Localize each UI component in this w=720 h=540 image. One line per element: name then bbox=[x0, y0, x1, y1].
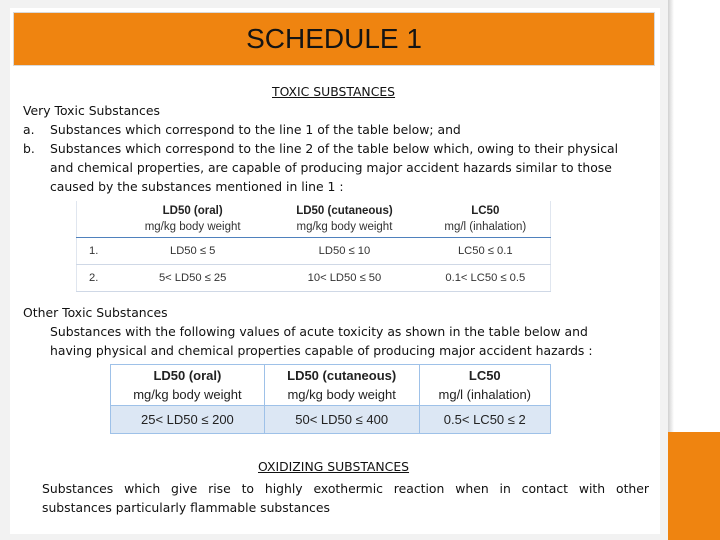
table-cell: LD50 ≤ 10 bbox=[268, 238, 420, 265]
list-marker-b: b. bbox=[23, 141, 35, 156]
row-number: 1. bbox=[77, 238, 118, 265]
list-marker-a: a. bbox=[23, 122, 35, 137]
table-cell: LD50 ≤ 5 bbox=[117, 238, 268, 265]
toxicity-table-other-toxic bbox=[110, 364, 551, 434]
item-a-text: Substances which correspond to the line 1 of the table below; and bbox=[50, 122, 461, 137]
header-unit: mg/l (inhalation) bbox=[438, 387, 532, 402]
table-header-row bbox=[77, 201, 551, 238]
accent-block bbox=[668, 432, 720, 540]
header-unit: mg/kg body weight bbox=[287, 387, 396, 402]
item-b-line: and chemical properties, are capable of producing major accident hazards similar to those bbox=[50, 160, 612, 175]
very-toxic-heading: Very Toxic Substances bbox=[23, 103, 160, 118]
table-cell: LC50 ≤ 0.1 bbox=[421, 238, 551, 265]
other-toxic-heading: Other Toxic Substances bbox=[23, 305, 168, 320]
oxidizing-text bbox=[42, 479, 649, 517]
table-row bbox=[77, 238, 551, 265]
toxic-substances-heading: TOXIC SUBSTANCES bbox=[272, 84, 396, 99]
header-unit: mg/kg body weight bbox=[144, 221, 241, 233]
slide-title: SCHEDULE 1 bbox=[246, 23, 422, 54]
header-title: LD50 (oral) bbox=[153, 368, 222, 383]
table-header-row bbox=[111, 365, 551, 406]
item-b-line: Substances which correspond to the line 2 of the table below which, owing to their physical bbox=[50, 141, 619, 156]
header-cell-inhalation bbox=[421, 201, 551, 238]
oxidizing-line: Substances which give rise to highly exothermic reaction when in contact with other bbox=[42, 481, 649, 496]
item-b-text bbox=[50, 139, 618, 196]
item-b-line: caused by the substances mentioned in line 1 : bbox=[50, 179, 344, 194]
oxidizing-line: substances particularly flammable substances bbox=[42, 500, 330, 515]
row-number: 2. bbox=[77, 265, 118, 292]
header-cell-inhalation bbox=[419, 365, 550, 406]
header-cell-oral bbox=[117, 201, 268, 238]
header-title: LD50 (cutaneous) bbox=[287, 368, 397, 383]
header-cell-cutaneous bbox=[264, 365, 419, 406]
table-cell: 5< LD50 ≤ 25 bbox=[117, 265, 268, 292]
table-row bbox=[77, 265, 551, 292]
table-cell: 0.1< LC50 ≤ 0.5 bbox=[421, 265, 551, 292]
header-cell-oral bbox=[111, 365, 265, 406]
header-cell-cutaneous bbox=[268, 201, 420, 238]
table-cell: 10< LD50 ≤ 50 bbox=[268, 265, 420, 292]
title-bar bbox=[13, 12, 655, 66]
other-toxic-text bbox=[50, 322, 593, 360]
header-unit: mg/l (inhalation) bbox=[444, 221, 527, 233]
other-toxic-line: having physical and chemical properties capable of producing major accident hazards : bbox=[50, 343, 593, 358]
header-title: LD50 (oral) bbox=[162, 205, 223, 217]
table-cell: 0.5< LC50 ≤ 2 bbox=[419, 406, 550, 434]
header-blank-cell bbox=[77, 201, 118, 238]
toxicity-table-very-toxic bbox=[76, 201, 551, 292]
header-title: LC50 bbox=[468, 368, 501, 383]
other-toxic-line: Substances with the following values of acute toxicity as shown in the table below and bbox=[50, 324, 588, 339]
table-row bbox=[111, 406, 551, 434]
oxidizing-substances-heading: OXIDIZING SUBSTANCES bbox=[258, 459, 410, 474]
table-cell: 50< LD50 ≤ 400 bbox=[264, 406, 419, 434]
header-unit: mg/kg body weight bbox=[296, 221, 393, 233]
header-unit: mg/kg body weight bbox=[133, 387, 242, 402]
table-cell: 25< LD50 ≤ 200 bbox=[111, 406, 265, 434]
header-title: LD50 (cutaneous) bbox=[296, 205, 393, 217]
header-title: LC50 bbox=[471, 205, 500, 217]
